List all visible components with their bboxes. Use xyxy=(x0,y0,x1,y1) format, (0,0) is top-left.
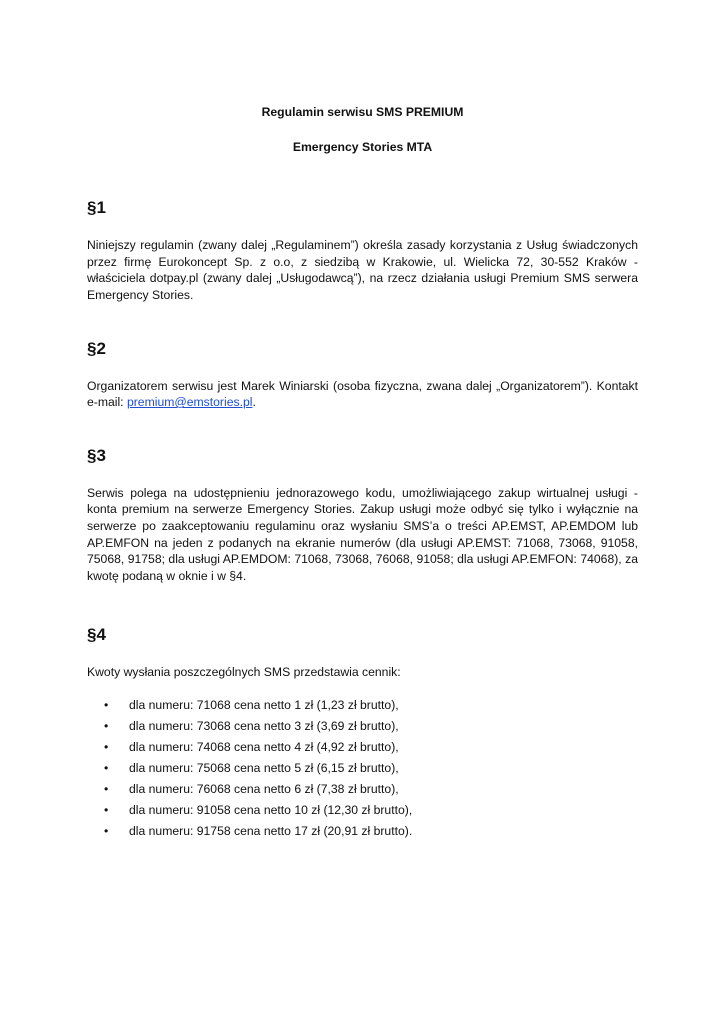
list-item-text: dla numeru: 73068 cena netto 3 zł (3,69 zł brutto), xyxy=(129,719,399,733)
list-item-text: dla numeru: 76068 cena netto 6 zł (7,38 zł brutto), xyxy=(129,782,399,797)
section-2-text xyxy=(87,378,638,411)
bullet-icon: • xyxy=(104,803,109,818)
list-item xyxy=(87,802,638,819)
section-3-heading: §3 xyxy=(87,445,106,465)
section-2-text-before: Organizatorem serwisu jest Marek Winiarski (osoba fizyczna, zwana dalej „Organizatorem”). Kontakt e-mail: xyxy=(87,378,638,410)
price-list xyxy=(87,697,638,840)
section-4-heading: §4 xyxy=(87,625,106,645)
section-1-text: Niniejszy regulamin (zwany dalej „Regulaminem”) określa zasady korzystania z Usług świadczonych przez firmę Eurokoncept Sp. z o.o, z siedzibą w Krakowie, ul. Wielicka 72, 30-552 Kraków - właściciela dotpay.pl (zwany dalej „Usługodawcą”), na rzecz działania usługi Premium SMS serwera Emergency Stories. xyxy=(87,238,638,302)
list-item-text: dla numeru: 91058 cena netto 10 zł (12,30 zł brutto), xyxy=(129,803,413,818)
document-title: Regulamin serwisu SMS PREMIUM xyxy=(261,105,464,119)
bullet-icon: • xyxy=(104,740,109,755)
contact-email-link[interactable]: premium@emstories.pl xyxy=(126,395,253,410)
section-2-heading: §2 xyxy=(87,338,106,358)
bullet-icon: • xyxy=(104,761,109,776)
section-2-text-after: . xyxy=(252,395,256,410)
list-item xyxy=(87,739,638,756)
section-1-heading: §1 xyxy=(87,198,106,218)
bullet-icon: • xyxy=(104,719,109,733)
list-item xyxy=(87,823,638,840)
bullet-icon: • xyxy=(104,782,109,797)
document-page xyxy=(87,104,638,845)
document-subtitle: Emergency Stories MTA xyxy=(292,139,433,154)
section-4-text: Kwoty wysłania poszczególnych SMS przedstawia cennik: xyxy=(87,665,401,680)
list-item xyxy=(87,760,638,777)
section-3-text: Serwis polega na udostępnieniu jednorazowego kodu, umożliwiającego zakup wirtualnej usługi - konta premium na serwerze Emergency Stories. Zakup usługi może odbyć się tylko i wyłącznie na serwerze po zaakceptowaniu regulaminu oraz wysłaniu SMS’a o treści AP.EMST, AP.EMDOM lub AP.EMFON na jeden z podanych na ekranie numerów (dla usługi AP.EMST: 71068, 73068, 91058, 75068, 91758; dla usługi AP.EMDOM: 71068, 73068, 76068, 91058; dla usługi AP.EMFON: 74068), za kwotę podaną w oknie i w §4. xyxy=(87,485,638,583)
list-item xyxy=(87,697,638,714)
bullet-icon: • xyxy=(104,824,109,839)
list-item-text: dla numeru: 91758 cena netto 17 zł (20,91 zł brutto). xyxy=(129,824,413,839)
list-item-text: dla numeru: 71068 cena netto 1 zł (1,23 zł brutto), xyxy=(129,697,399,712)
bullet-icon: • xyxy=(104,697,109,712)
list-item-text: dla numeru: 74068 cena netto 4 zł (4,92 zł brutto), xyxy=(129,740,399,755)
list-item xyxy=(87,718,638,735)
list-item-text: dla numeru: 75068 cena netto 5 zł (6,15 zł brutto), xyxy=(129,761,399,776)
list-item xyxy=(87,781,638,798)
